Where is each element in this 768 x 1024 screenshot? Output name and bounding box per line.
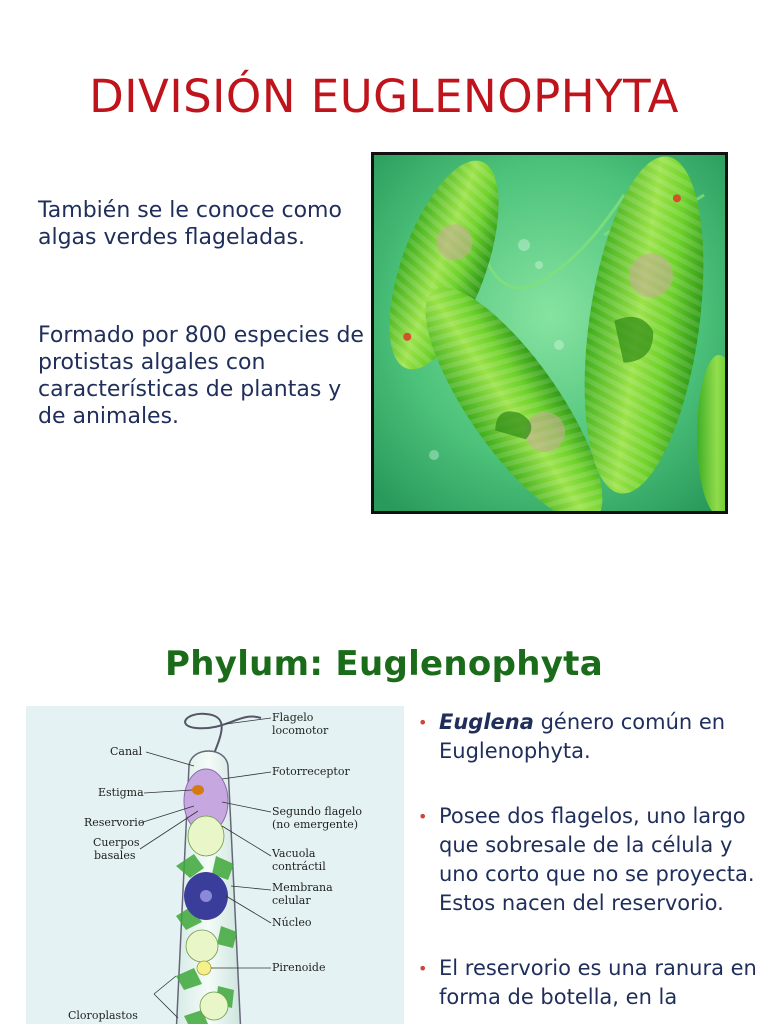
label-membrana: Membrana [272,881,333,894]
euglena-photo [371,152,728,514]
label-segundo-flagelo: Segundo flagelo [272,805,363,818]
bullet-item [416,708,762,766]
bullet-item [416,802,762,918]
bullet-dot: • [418,959,428,978]
label-contractil: contráctil [272,860,326,873]
label-nucleo: Núcleo [272,916,312,929]
label-reservorio: Reservorio [84,816,145,829]
bullet-emphasis: Euglena [439,710,534,734]
bullet-dot: • [418,713,428,732]
bullet-text: El reservorio es una ranura en forma de botella, en la [439,956,757,1009]
euglena-diagram [26,706,404,1024]
label-cloroplastos: Cloroplastos [68,1009,138,1022]
label-flagelo: Flagelo [272,711,314,724]
bullet-text: Posee dos flagelos, uno largo que sobresale de la célula y uno corto que no se proyecta. Estos nacen del reservorio. [439,804,755,915]
slide-title-division: DIVISIÓN EUGLENOPHYTA [89,70,679,124]
label-pirenoide: Pirenoide [272,961,326,974]
label-fotorreceptor: Fotorreceptor [272,765,350,778]
bullet-text: género común en Euglenophyta. [439,710,726,763]
slide-2 [0,576,768,1024]
label-canal: Canal [110,745,143,758]
label-cuerpos: Cuerpos [93,836,140,849]
label-basales: basales [94,849,136,862]
slide-title-phylum: Phylum: Euglenophyta [165,644,603,685]
bullet-list [416,708,762,1024]
description-paragraph: Formado por 800 especies de protistas algales con características de plantas y de animales. [38,323,364,429]
label-celular: celular [272,894,311,907]
bullet-dot: • [418,807,428,826]
label-estigma: Estigma [98,786,144,799]
bullet-item [416,954,762,1012]
intro-paragraph: También se le conoce como algas verdes flageladas. [38,198,342,250]
label-no-emergente: (no emergente) [272,818,359,831]
label-vacuola: Vacuola [272,847,316,860]
label-locomotor: locomotor [272,724,329,737]
